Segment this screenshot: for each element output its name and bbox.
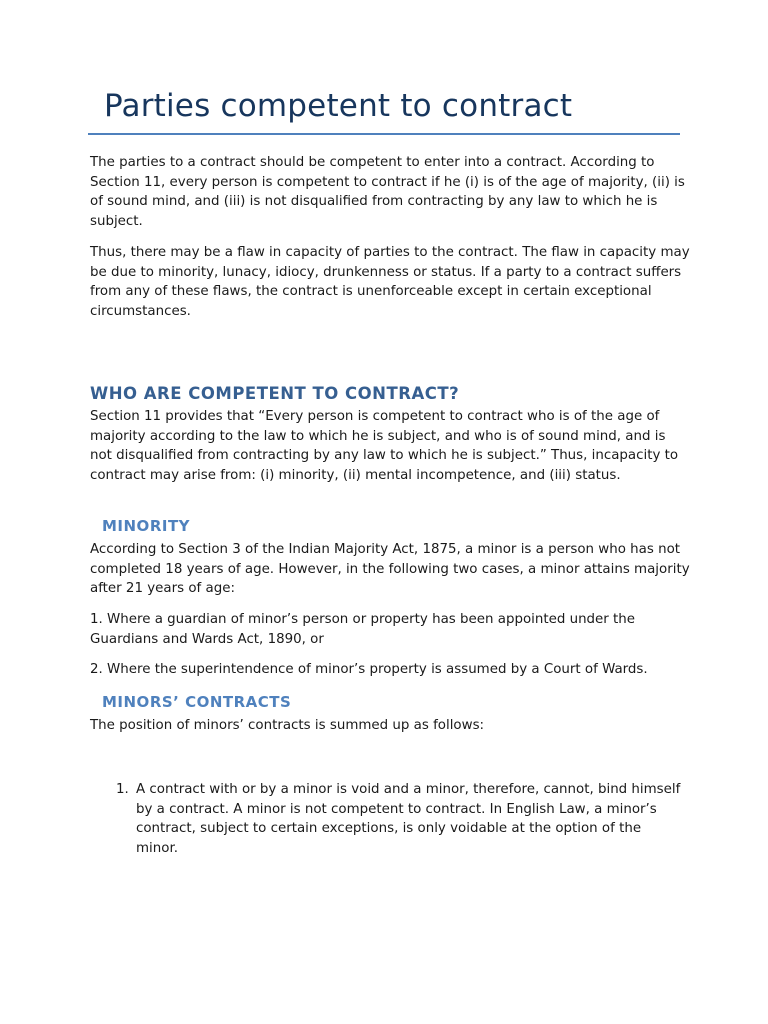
who-competent-paragraph: Section 11 provides that “Every person is competent to contract who is of the age of majority according to the law to which he is subject, and who is of sound mind, and is not disqualified from contracting by any law to which he is subject.” Thus, incapacity to contract may arise from: (i) minority, (ii) mental incompetence, and (iii) status. [90,409,679,483]
list-item-number: 1. [116,782,129,797]
document-title: Parties competent to contract [104,88,573,124]
heading-who-are-competent: WHO ARE COMPETENT TO CONTRACT? [90,384,460,403]
minors-contracts-intro: The position of minors’ contracts is summed up as follows: [90,718,485,733]
heading-minority: MINORITY [102,517,191,535]
list-item-text: A contract with or by a minor is void and a minor, therefore, cannot, bind himself by a contract. A minor is not competent to contract. In English Law, a minor’s contract, subject to certain exceptions, is only voidable at the option of the minor. [136,782,681,856]
intro-paragraph-1: The parties to a contract should be competent to enter into a contract. According to Section 11, every person is competent to contract if he (i) is of the age of majority, (ii) is of sound mind, and (iii) is not disqualified from contracting by any law to which he is subject. [90,155,685,229]
minority-paragraph: According to Section 3 of the Indian Majority Act, 1875, a minor is a person who has not completed 18 years of age. However, in the following two cases, a minor attains majority after 21 years of age: [90,542,690,596]
minority-case-1: 1. Where a guardian of minor’s person or property has been appointed under the Guardians and Wards Act, 1890, or [90,612,636,647]
title-underline [88,133,680,135]
heading-minors-contracts: MINORS’ CONTRACTS [102,693,292,711]
list-item [116,780,686,858]
minority-case-2: 2. Where the superintendence of minor’s property is assumed by a Court of Wards. [90,662,648,677]
intro-paragraph-2: Thus, there may be a flaw in capacity of parties to the contract. The flaw in capacity may be due to minority, lunacy, idiocy, drunkenness or status. If a party to a contract suffers from any of these flaws, the contract is unenforceable except in certain exceptional circumstances. [90,245,690,319]
